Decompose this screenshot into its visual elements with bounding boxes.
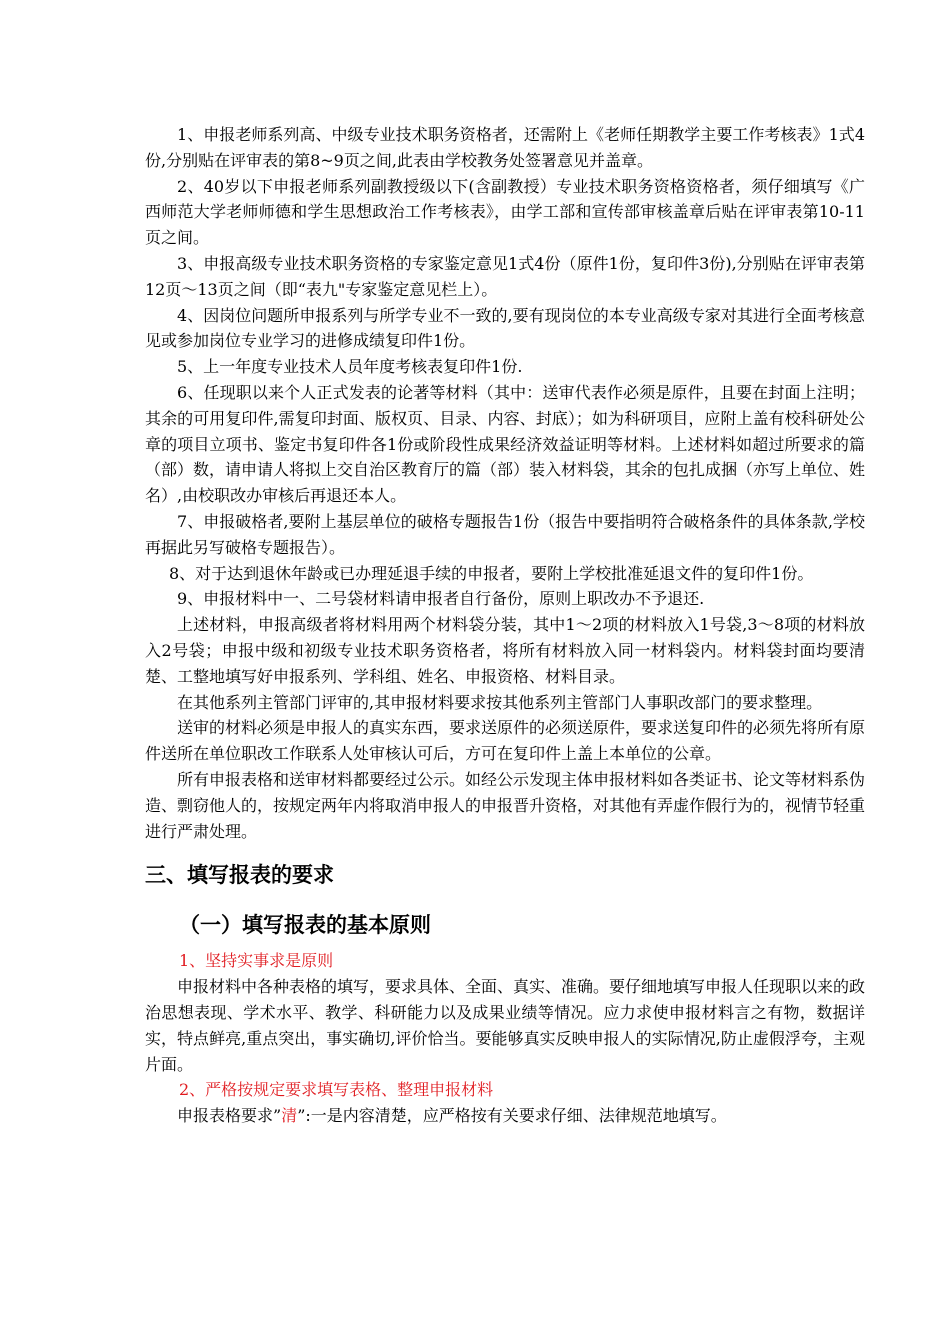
point-2-body-a: 申报表格要求” [177, 1106, 282, 1126]
point-2-body [145, 1103, 865, 1129]
item-1: 1、申报老师系列高、中级专业技术职务资格者，还需附上《老师任期教学主要工作考核表》1式4份,分别贴在评审表的第8~9页之间,此表由学校教务处签署意见并盖章。 [145, 125, 865, 170]
subsection-1-heading: （一）填写报表的基本原则 [179, 913, 431, 938]
paragraph-other-series: 在其他系列主管部门评审的,其申报材料要求按其他系列主管部门人事职改部门的要求整理。 [177, 692, 823, 712]
document-body [145, 122, 865, 1129]
item-5: 5、上一年度专业技术人员年度考核表复印件1份. [177, 357, 523, 377]
paragraph-originals: 送审的材料必须是申报人的真实东西，要求送原件的必须送原件，要求送复印件的必须先将所有原件送所在单位职改工作联系人处审核认可后，方可在复印件上盖上本单位的公章。 [145, 718, 866, 764]
point-1-body: 申报材料中各种表格的填写，要求具体、全面、真实、准确。要仔细地填写申报人任现职以来的政治思想表现、学术水平、教学、科研能力以及成果业绩等情况。应力求使申报材料言之有物，数据详实，特点鲜亮,重点突出，事实确切,评价恰当。要能够真实反映申报人的实际情况,防止虚假浮夸，主观片面。 [145, 977, 866, 1074]
item-3: 3、申报高级专业技术职务资格的专家鉴定意见1式4份（原件1份，复印件3份),分别贴在评审表第12页～13页之间（即“表九"专家鉴定意见栏上）。 [145, 253, 865, 299]
item-6: 6、任现职以来个人正式发表的论著等材料（其中：送审代表作必须是原件，且要在封面上注明；其余的可用复印件,需复印封面、版权页、目录、内容、封底）；如为科研项目，应附上盖有校科研处公章的项目立项书、鉴定书复印件各1份或阶段性成果经济效益证明等材料。上述材料如超过所要求的篇（部）数，请申请人将拟上交自治区教育厅的篇（部）装入材料袋，其余的包扎成捆（亦写上单位、姓名）,由校职改办审核后再退还本人。 [145, 382, 866, 506]
point-2-title: 2、严格按规定要求填写表格、整理申报材料 [179, 1080, 494, 1100]
paragraph-material-bags: 上述材料，申报高级者将材料用两个材料袋分装，其中1～2项的材料放入1号袋,3～8项的材料放入2号袋；申报中级和初级专业技术职务资格者，将所有材料放入同一材料袋内。材料袋封面均要清楚、工整地填写好申报系列、学科组、姓名、申报资格、材料目录。 [145, 615, 865, 686]
paragraph-publicity: 所有申报表格和送审材料都要经过公示。如经公示发现主体申报材料如各类证书、论文等材料系伪造、剽窃他人的，按规定两年内将取消申报人的申报晋升资格，对其他有弄虚作假行为的，视情节轻重进行严肃处理。 [145, 769, 866, 841]
item-2: 2、40岁以下申报老师系列副教授级以下(含副教授）专业技术职务资格资格者，须仔细填写《广西师范大学老师师德和学生思想政治工作考核表》，由学工部和宣传部审核盖章后贴在评审表第10-11页之间。 [145, 176, 865, 248]
item-9: 9、申报材料中一、二号袋材料请申报者自行备份，原则上职改办不予退还. [177, 589, 705, 609]
item-7: 7、申报破格者,要附上基层单位的破格专题报告1份（报告中要指明符合破格条件的具体条款,学校再据此另写破格专题报告）。 [145, 511, 865, 557]
item-4: 4、因岗位问题所申报系列与所学专业不一致的,要有现岗位的本专业高级专家对其进行全面考核意见或参加岗位专业学习的进修成绩复印件1份。 [145, 305, 865, 351]
item-8: 8、对于达到退休年龄或已办理延退手续的申报者，要附上学校批准延退文件的复印件1份。 [169, 563, 814, 583]
point-1-title: 1、坚持实事求是原则 [179, 951, 334, 971]
section-3-heading: 三、填写报表的要求 [145, 863, 334, 888]
point-2-body-highlight: 清 [281, 1106, 298, 1126]
point-2-body-b: ”:一是内容清楚，应严格按有关要求仔细、法律规范地填写。 [297, 1106, 727, 1126]
